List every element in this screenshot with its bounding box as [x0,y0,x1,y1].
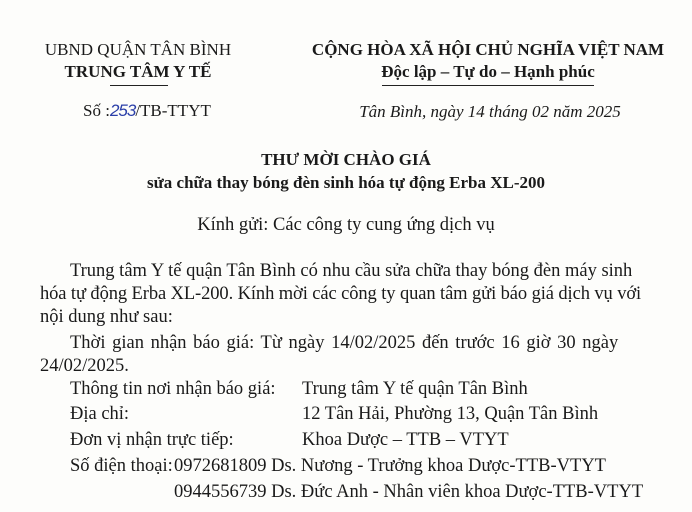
deadline-line: 24/02/2025. [40,356,129,376]
phone-line: 0944556739 Ds. Đức Anh - Nhân viên khoa Dược-TTB-VTYT [174,482,644,502]
detail-label: Thông tin nơi nhận báo giá: [70,379,276,399]
detail-label: Địa chỉ: [70,404,130,424]
org-name: TRUNG TÂM Y TẾ [64,62,212,81]
intro-line: Trung tâm Y tế quận Tân Bình có nhu cầu sửa chữa thay bóng đèn máy sinh [70,261,633,281]
phone-label: Số điện thoại: [70,456,173,476]
motto: Độc lập – Tự do – Hạnh phúc [381,62,595,81]
detail-label: Đơn vị nhận trực tiếp: [70,430,234,450]
doc-no-suffix: /TB-TTYT [135,101,211,120]
detail-value: 12 Tân Hải, Phường 13, Quận Tân Bình [302,404,599,424]
phone-line: 0972681809 Ds. Nương - Trưởng khoa Dược-TTB-VTYT [174,456,606,476]
document-title: THƯ MỜI CHÀO GIÁ [261,150,431,169]
document-number [83,101,211,121]
date-line: Tân Bình, ngày 14 tháng 02 năm 2025 [359,102,621,121]
intro-line: hóa tự động Erba XL-200. Kính mời các công ty quan tâm gửi báo giá dịch vụ với [40,284,642,304]
motto-underline [382,85,594,86]
detail-value: Trung tâm Y tế quận Tân Bình [302,379,528,399]
detail-value: Khoa Dược – TTB – VTYT [302,430,509,450]
country-name: CỘNG HÒA XÃ HỘI CHỦ NGHĨA VIỆT NAM [311,40,665,59]
doc-no-handwritten: 253 [109,101,136,120]
doc-no-prefix: Số : [83,101,110,120]
org-underline [110,85,168,86]
org-parent: UBND QUẬN TÂN BÌNH [44,40,232,59]
deadline-line: Thời gian nhận báo giá: Từ ngày 14/02/2025 đến trước 16 giờ 30 ngày [70,333,619,353]
recipient: Kính gửi: Các công ty cung ứng dịch vụ [197,215,495,235]
intro-line: nội dung như sau: [40,307,173,327]
document-subtitle: sửa chữa thay bóng đèn sinh hóa tự động Erba XL-200 [146,173,546,192]
